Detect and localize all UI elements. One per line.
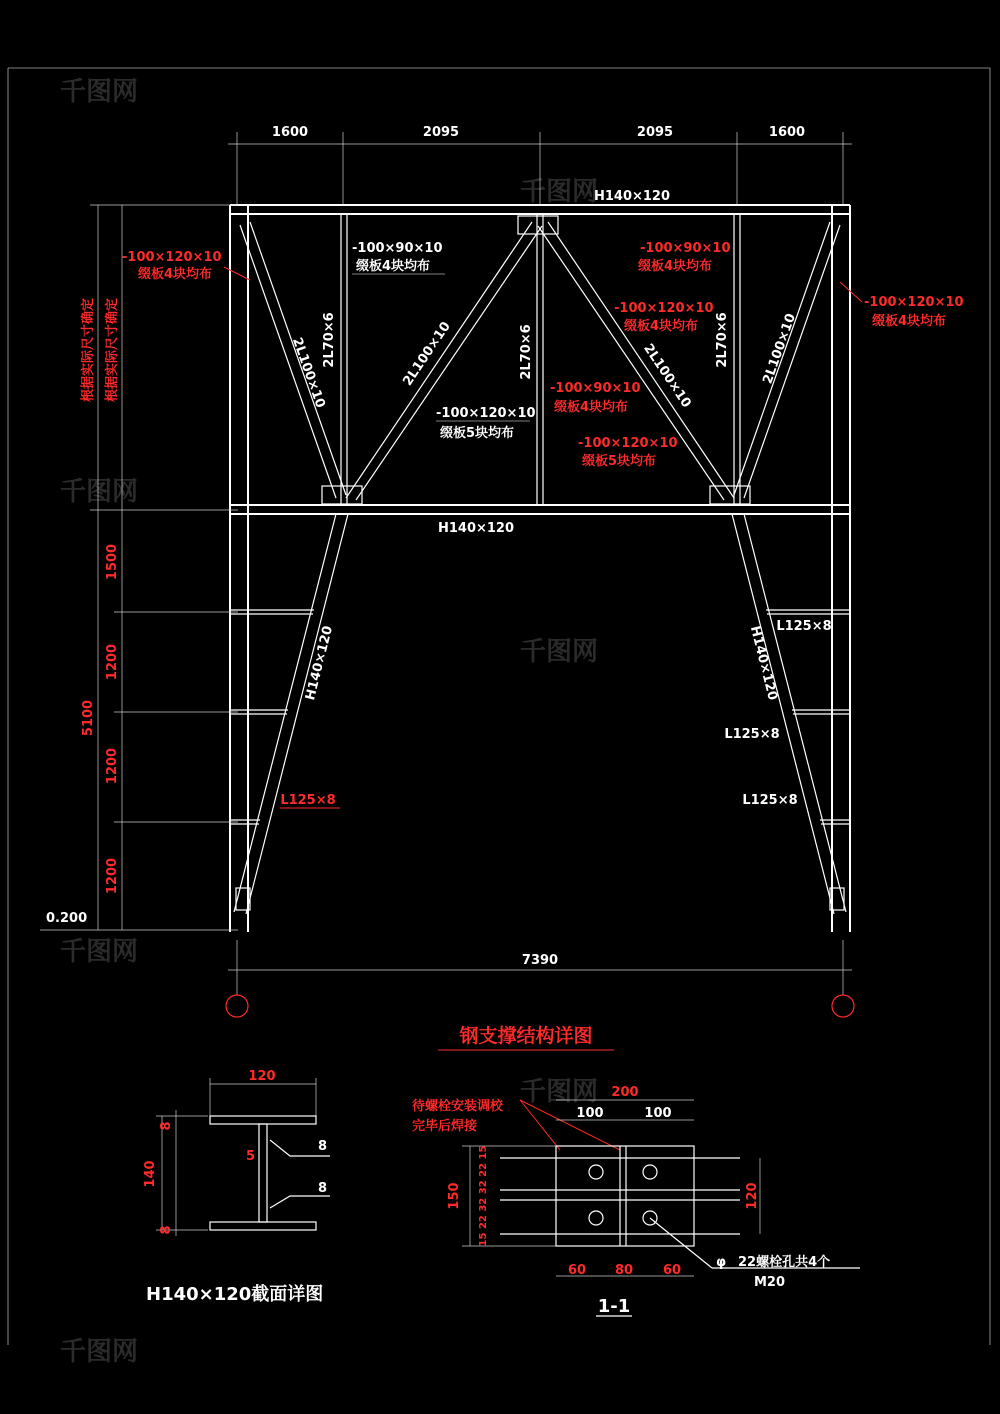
member-labels [280,189,832,808]
section-depth: 140 [143,1160,158,1188]
dim-left-total: 5100 [81,699,96,737]
note-5-desc: 缀板4块均布 [624,319,699,334]
note-8-desc: 缀板4块均布 [872,314,947,329]
label-mid-beam: H140×120 [437,521,515,536]
bolt-spacing-1: 60 [567,1263,587,1278]
note-6-spec: -100×90×10 [550,381,641,396]
note-left-1: 根据实际尺寸确定 [81,297,96,403]
weld-note-2: 完毕后焊接 [412,1119,478,1134]
plate-right-dim: 120 [745,1182,760,1210]
label-diag-inner-left: 2L100×10 [400,319,454,389]
note-3-desc: 缀板5块均布 [440,426,515,441]
label-left-leg: H140×120 [303,624,337,702]
axis-bubble-right [832,995,854,1017]
bolt-note: 22螺栓孔共4个 [738,1255,831,1270]
watermark-text: 千图网 [60,937,139,967]
dim-left-1200c: 1200 [105,857,120,895]
top-dimensions [228,125,852,205]
watermark-text: 千图网 [520,637,599,667]
plate-half-1: 100 [576,1106,604,1121]
note-4-spec: -100×90×10 [640,241,731,256]
left-dimensions [40,205,238,930]
axis-bubble-left [226,995,248,1017]
section-flange-width: 120 [248,1069,276,1084]
plate-detail [412,1085,860,1317]
h-section-detail [143,1069,330,1305]
plate-small-dims: 15 22 32 32 22 15 [478,1145,489,1247]
dim-left-1200b: 1200 [105,747,120,785]
bolt-hole [589,1211,603,1225]
dim-top-4: 1600 [768,125,806,140]
note-8-spec: -100×120×10 [864,295,964,310]
label-post-left: 2L70×6 [322,312,337,368]
section-flange-t-top: 8 [159,1121,174,1131]
bolt-spacing-3: 60 [662,1263,682,1278]
label-diag-far-right: 2L100×10 [760,311,800,386]
section-flange-t-bot: 8 [159,1225,174,1235]
label-diag-inner-right: 2L100×10 [640,341,694,411]
label-post-mid: 2L70×6 [519,324,534,380]
note-7-spec: -100×120×10 [578,436,678,451]
weld-label-2: 8 [318,1181,328,1196]
label-diag-far-left: 2L100×10 [288,335,328,410]
note-1-desc: 缀板4块均布 [138,267,213,282]
elevation-label: 0.200 [46,911,88,926]
dim-top-1: 1600 [271,125,309,140]
weld-label-1: 8 [318,1139,328,1154]
section-title: H140×120截面详图 [146,1284,324,1305]
note-7-desc: 缀板5块均布 [582,454,657,469]
plate-height: 150 [447,1182,462,1210]
note-3-spec: -100×120×10 [436,406,536,421]
bolt-hole [643,1165,657,1179]
bolt-size: M20 [754,1275,786,1290]
bottom-dimension [226,940,854,1017]
label-angle-right-3: L125×8 [742,793,798,808]
section-1-1-label: 1-1 [597,1296,631,1317]
note-1-spec: -100×120×10 [122,250,222,265]
label-post-right: 2L70×6 [715,312,730,368]
weld-note-1: 待螺栓安装调校 [412,1099,504,1114]
dim-top-2: 2095 [422,125,460,140]
dim-left-1500: 1500 [105,543,120,581]
watermark-text: 千图网 [60,1337,139,1367]
label-angle-right-1: L125×8 [776,619,832,634]
dim-top-3: 2095 [636,125,674,140]
watermark-text: 千图网 [60,77,139,107]
phi-symbol: φ [716,1255,727,1270]
note-2-desc: 缀板4块均布 [356,259,431,274]
note-left-2: 根据实际尺寸确定 [105,297,120,403]
note-2-spec: -100×90×10 [352,241,443,256]
watermark-text: 千图网 [520,1077,599,1107]
watermark-text: 千图网 [60,477,139,507]
note-4-desc: 缀板4块均布 [638,259,713,274]
plate-width-total: 200 [611,1085,639,1100]
label-angle-left: L125×8 [280,793,336,808]
dim-bottom-total: 7390 [521,953,559,968]
note-5-spec: -100×120×10 [614,301,714,316]
label-top-beam: H140×120 [593,189,671,204]
dim-left-1200a: 1200 [105,643,120,681]
plate-half-2: 100 [644,1106,672,1121]
section-web-t: 5 [246,1149,256,1164]
drawing-title: 钢支撑结构详图 [459,1025,593,1047]
label-angle-right-2: L125×8 [724,727,780,742]
bolt-hole [589,1165,603,1179]
label-right-leg: H140×120 [746,624,780,702]
bolt-spacing-2: 80 [614,1263,634,1278]
watermark-text: 千图网 [520,177,599,207]
note-6-desc: 缀板4块均布 [554,400,629,415]
